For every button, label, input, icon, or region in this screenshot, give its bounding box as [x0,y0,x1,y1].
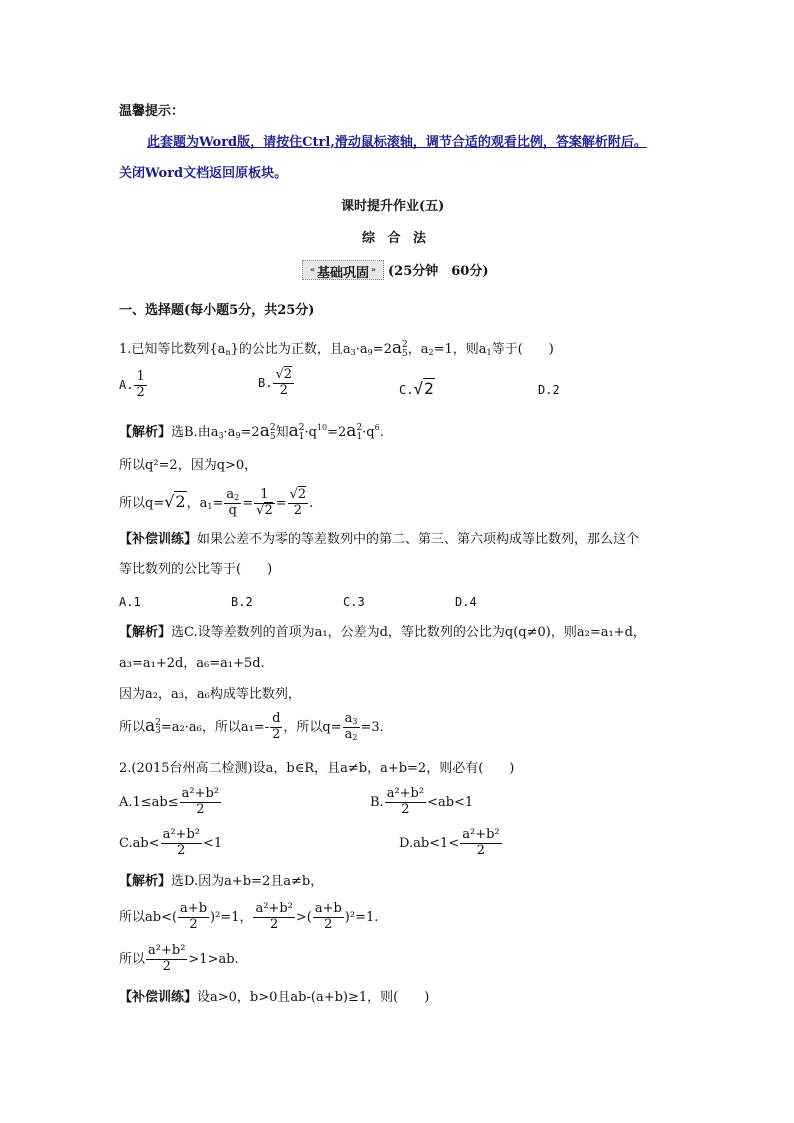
q1-bc-solution-line2: a₃=a₁+2d，a₆=a₁+5d. [119,656,265,671]
q2-solution-line3: 所以 $\frac{\text{a²+b²}}{2}$ >1>ab. [119,943,239,974]
q1-bc-option-a: A.1 [119,595,141,609]
tip-line-1: 此套题为Word版，请按住Ctrl,滑动鼠标滚轴，调节合适的观看比例，答案解析附后。 [147,135,647,150]
q1-solution-line2: 所以q²=2，因为q>0， [119,458,258,473]
q2-option-a: A.1≤ab≤ $\frac{\text{a²+b²}}{2}$ [119,786,220,817]
q2-option-d: D.ab<1< $\frac{\text{a²+b²}}{2}$ [399,827,500,858]
q1-option-b: B. $\frac{√2}{2}$ [258,367,293,398]
q1-option-c: C.√2 [399,379,434,398]
tip-title: 温馨提示： [119,104,185,119]
doc-subtitle: 综 合 法 [362,231,431,246]
q2-option-c: C.ab< $\frac{\text{a²+b²}}{2}$ <1 [119,827,223,858]
q1-solution-line1: 【解析】选B.由$a_3\cdot a_9=2a$ 2 5 知a 2 1 $\cdot q^{10}=2a$ 2 1 $\cdot q^6$. [119,421,384,442]
q1-bc-solution-line4: 所以a 2 3 =a₂·a₆，所以a₁=- $\frac{d}{2}$ ，所以q= $\frac{a_3}{a_2}$ =3. [119,711,384,742]
q2-stem: 2.(2015台州高二检测)设a，b∈R，且a≠b，a+b=2，则必有( ) [119,761,515,776]
doc-title: 课时提升作业(五) [341,199,445,214]
q1-bc-solution-line3: 因为a₂，a₃，a₆构成等比数列， [119,687,301,702]
q1-bc-stem-line1: 【补偿训练】如果公差不为零的等差数列中的第二、第三、第六项构成等比数列，那么这个 [119,532,640,547]
q1-option-a: A. $\frac{1}{2}$ [119,369,145,400]
section-badge: « 基础巩固 » [302,260,384,280]
q1-bc-option-b: B.2 [231,595,253,609]
q2-solution-line1: 【解析】选D.因为a+b=2且a≠b， [119,874,324,889]
time-score: (25分钟 60分) [388,264,489,279]
q1-option-d: D.2 [538,383,560,397]
tip-line-2: 关闭Word文档返回原板块。 [119,166,288,181]
q1-bc-stem-line2: 等比数列的公比等于( ) [119,562,273,577]
q1-bc-solution-line1: 【解析】选C.设等差数列的首项为a₁，公差为d，等比数列的公比为q(q≠0)，则a₂=a₁+d， [119,625,646,640]
q1-stem: 1.已知等比数列$\{a_n\}$的公比为正数，且$a_3\cdot a_9=2a$ 2 5 ，$a_2=1$，则$a_1$等于( ) [119,338,554,359]
q1-solution-line3: 所以q=√2，$a_1=$ $\frac{a_2}{q}$ = $\frac{1}{√2}$ = $\frac{√2}{2}$ . [119,487,314,518]
q1-bc-option-c: C.3 [343,595,365,609]
q2-bc-stem: 【补偿训练】设a>0，b>0且ab-(a+b)≥1，则( ) [119,990,430,1005]
q1-bc-option-d: D.4 [455,595,477,609]
section-heading: 一、选择题(每小题5分，共25分) [119,303,315,318]
q2-option-b: B. $\frac{\text{a²+b²}}{2}$ <ab<1 [370,786,474,817]
q2-solution-line2: 所以ab<( $\frac{a+b}{2}$ )²=1， $\frac{\text{a²+b²}}{2}$ >( $\frac{a+b}{2}$ )²=1. [119,901,379,932]
